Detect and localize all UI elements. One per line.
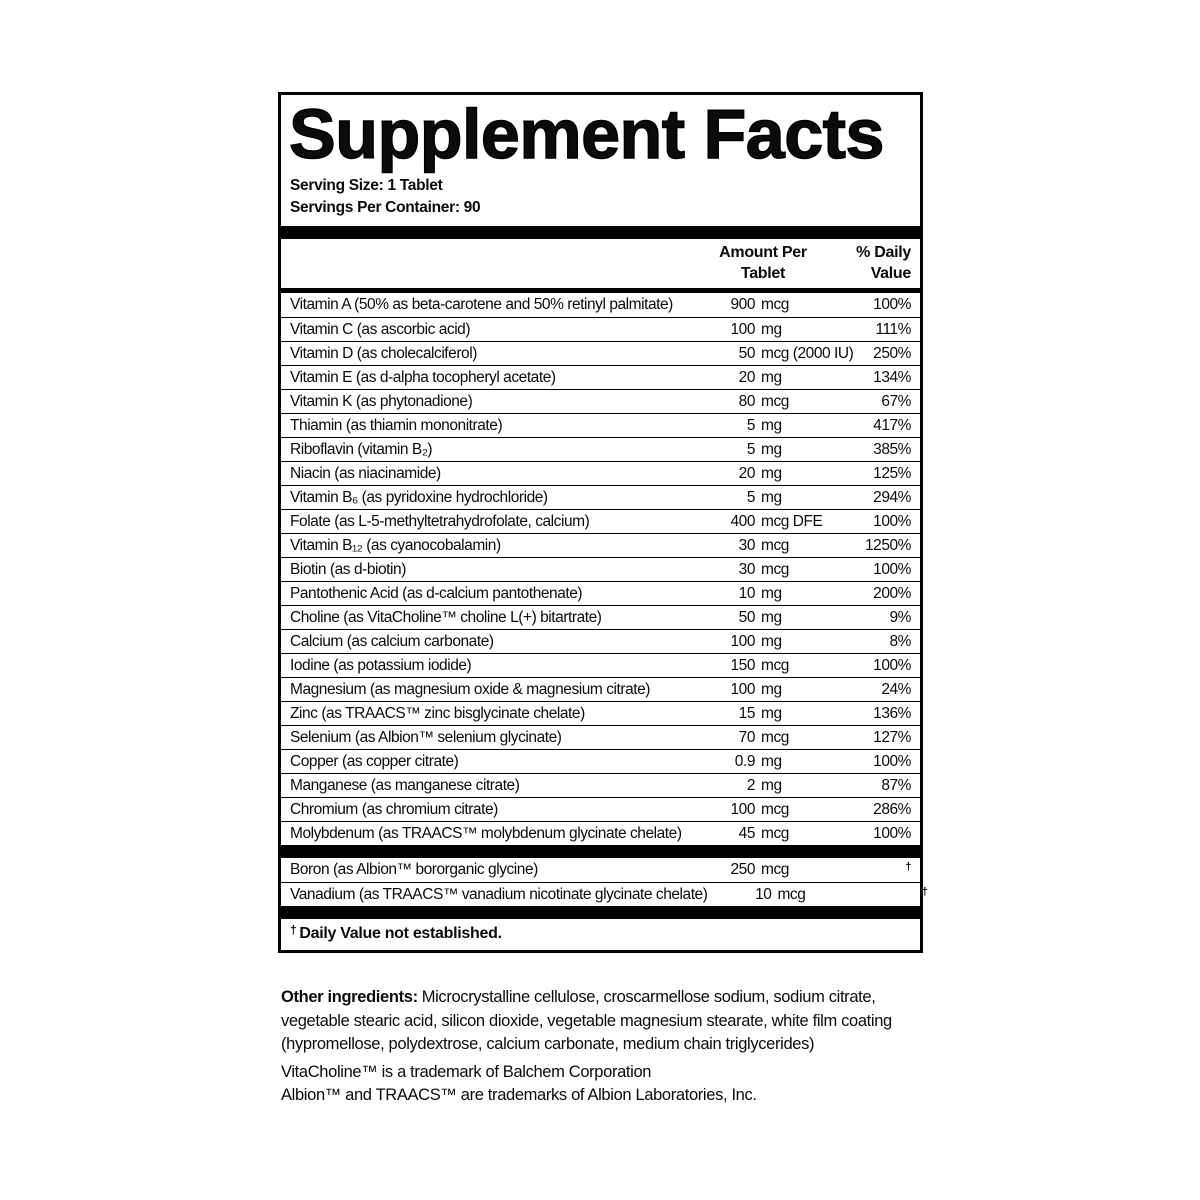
nutrient-amount-unit: mcg: [761, 560, 789, 578]
nutrient-daily-value: 100%: [873, 560, 911, 578]
nutrient-daily-value: 100%: [873, 752, 911, 770]
nutrient-daily-value: 127%: [873, 728, 911, 746]
nutrient-daily-value: 100%: [873, 656, 911, 674]
trademark-line-vitacholine: VitaCholine™ is a trademark of Balchem Corporation: [281, 1063, 652, 1081]
nutrient-name: Vitamin E (as d-alpha tocopheryl acetate): [290, 368, 556, 386]
nutrient-row: [281, 749, 920, 773]
nutrient-row: [281, 629, 920, 653]
nutrient-row: [281, 605, 920, 629]
nutrient-amount-unit: mcg: [761, 728, 789, 746]
nutrient-name: Boron (as Albion™ bororganic glycine): [290, 861, 538, 878]
nutrient-amount-value: 5: [746, 440, 755, 458]
nutrient-daily-value: 67%: [881, 392, 911, 410]
nutrient-amount-value: 250: [730, 861, 755, 878]
nutrient-name: Vitamin A (50% as beta-carotene and 50% retinyl palmitate): [290, 296, 673, 313]
nutrient-amount-unit: mcg DFE: [761, 512, 823, 530]
nutrient-name: Molybdenum (as TRAACS™ molybdenum glycinate chelate): [290, 824, 682, 842]
nutrient-amount-value: 100: [730, 680, 755, 698]
nutrient-row: [281, 365, 920, 389]
nutrient-amount-value: 5: [746, 416, 755, 434]
nutrient-row: [281, 581, 920, 605]
nutrient-daily-value: 417%: [873, 416, 911, 434]
dv-header-line2: Value: [870, 265, 911, 282]
amount-header-line2: Tablet: [740, 265, 786, 282]
nutrient-name: Pantothenic Acid (as d-calcium pantothenate): [290, 584, 583, 602]
panel-title: Supplement Facts: [289, 95, 884, 173]
nutrient-amount-unit: mcg: [761, 392, 789, 410]
other-ingredients-label: Other ingredients:: [281, 988, 418, 1006]
nutrient-amount-unit: mg: [761, 584, 782, 602]
nutrient-row: [281, 509, 920, 533]
servings-per-container: Servings Per Container: 90: [290, 199, 481, 216]
serving-info: [290, 175, 911, 219]
nutrient-name: Copper (as copper citrate): [290, 752, 459, 770]
nutrient-name: Niacin (as niacinamide): [290, 464, 441, 482]
nutrient-rows: [281, 293, 920, 845]
nutrient-name: Magnesium (as magnesium oxide & magnesium citrate): [290, 680, 650, 698]
nutrient-name: Biotin (as d-biotin): [290, 560, 406, 578]
nutrient-row: [281, 725, 920, 749]
nutrient-row: [281, 317, 920, 341]
nutrient-daily-value: 286%: [873, 800, 911, 818]
nutrient-name: Thiamin (as thiamin mononitrate): [290, 416, 503, 434]
nutrient-row: [281, 413, 920, 437]
nutrient-name: Manganese (as manganese citrate): [290, 776, 520, 794]
amount-per-tablet-header: [678, 242, 848, 284]
nutrient-daily-value: 24%: [881, 680, 911, 698]
nutrient-daily-value: 250%: [873, 344, 911, 362]
footnote: [281, 919, 920, 950]
nutrient-amount-unit: mg: [761, 416, 782, 434]
nutrient-amount-unit: mcg: [761, 861, 789, 878]
trademark-line-albion-traacs: Albion™ and TRAACS™ are trademarks of Albion Laboratories, Inc.: [281, 1086, 757, 1104]
nutrient-daily-value: 385%: [873, 440, 911, 458]
nutrient-amount-value: 100: [730, 800, 755, 818]
nutrient-amount-value: 50: [738, 344, 755, 362]
nutrient-row: [281, 389, 920, 413]
column-header-row: [281, 239, 920, 288]
nutrient-row: [281, 485, 920, 509]
nutrient-daily-value: 100%: [873, 296, 911, 313]
nutrient-row: [281, 293, 920, 317]
nutrient-name: Riboflavin (vitamin B₂): [290, 440, 433, 458]
nutrient-amount-unit: mg: [761, 632, 782, 650]
nutrient-amount-unit: mg: [761, 320, 782, 338]
nutrient-daily-value: 136%: [873, 704, 911, 722]
nutrient-amount-unit: mcg: [761, 536, 789, 554]
nutrient-amount-value: 400: [730, 512, 755, 530]
nutrient-name: Iodine (as potassium iodide): [290, 656, 472, 674]
nutrient-amount-value: 45: [738, 824, 755, 842]
nutrient-amount-value: 10: [755, 885, 772, 903]
nutrient-amount-unit: mg: [761, 608, 782, 626]
nutrient-row: [281, 533, 920, 557]
nutrient-name: Vitamin B₁₂ (as cyanocobalamin): [290, 536, 501, 554]
nutrient-name: Vanadium (as TRAACS™ vanadium nicotinate glycinate chelate): [290, 885, 708, 903]
nutrient-row: [281, 882, 928, 906]
nutrient-daily-value: 9%: [889, 608, 911, 626]
nutrient-amount-unit: mcg: [761, 296, 789, 313]
nutrient-amount-unit: mg: [761, 752, 782, 770]
nutrient-row: [281, 557, 920, 581]
amount-header-line1: Amount Per: [719, 244, 807, 261]
nutrient-amount-unit: mg: [761, 464, 782, 482]
nutrient-daily-value: 200%: [873, 584, 911, 602]
nutrient-name: Vitamin C (as ascorbic acid): [290, 320, 471, 338]
serving-size: Serving Size: 1 Tablet: [290, 177, 443, 194]
percent-daily-value-header: [848, 242, 920, 284]
nutrient-daily-value: 134%: [873, 368, 911, 386]
nutrient-daily-value: 1250%: [864, 536, 911, 554]
nutrient-row: [281, 773, 920, 797]
nutrient-amount-value: 30: [738, 536, 755, 554]
nutrient-amount-value: 100: [730, 632, 755, 650]
nutrient-amount-value: 20: [738, 368, 755, 386]
nutrient-amount-unit: mcg: [761, 656, 789, 674]
nutrient-name: Vitamin D (as cholecalciferol): [290, 344, 477, 362]
nutrient-row: [281, 437, 920, 461]
nutrient-amount-value: 150: [730, 656, 755, 674]
nutrient-daily-value: 100%: [873, 512, 911, 530]
nutrient-amount-value: 2: [746, 776, 755, 794]
nutrient-amount-value: 10: [738, 584, 755, 602]
nutrient-amount-unit: mcg: [761, 800, 789, 818]
dagger-symbol: †: [290, 923, 297, 937]
nutrient-daily-value: 125%: [873, 464, 911, 482]
nutrient-row: [281, 341, 920, 365]
nutrient-name: Vitamin K (as phytonadione): [290, 392, 473, 410]
nutrient-amount-value: 70: [738, 728, 755, 746]
nutrient-amount-value: 30: [738, 560, 755, 578]
nutrient-name: Chromium (as chromium citrate): [290, 800, 498, 818]
nutrient-row: [281, 821, 920, 845]
no-daily-value-rows: [281, 858, 928, 906]
dv-header-line1: % Daily: [856, 244, 911, 261]
nutrient-amount-value: 5: [746, 488, 755, 506]
nutrient-amount-unit: mg: [761, 440, 782, 458]
nutrient-amount-value: 0.9: [734, 752, 755, 770]
nutrient-row: [281, 653, 920, 677]
nutrient-amount-unit: mg: [761, 488, 782, 506]
nutrient-amount-unit: mg: [761, 704, 782, 722]
nutrient-row: [281, 701, 920, 725]
nutrient-amount-unit: mg: [761, 368, 782, 386]
other-ingredients-paragraph: [281, 986, 929, 1057]
nutrient-name: Zinc (as TRAACS™ zinc bisglycinate chelate): [290, 704, 585, 722]
nutrient-daily-value: 294%: [873, 488, 911, 506]
nutrient-amount-value: 900: [730, 296, 755, 313]
nutrient-daily-value: 87%: [881, 776, 911, 794]
nutrient-daily-value: †: [921, 886, 928, 898]
nutrient-amount-value: 20: [738, 464, 755, 482]
trademark-notes: [281, 1061, 929, 1107]
nutrient-amount-value: 15: [738, 704, 755, 722]
nutrient-daily-value: 100%: [873, 824, 911, 842]
nutrient-row: [281, 677, 920, 701]
nutrient-amount-unit: mg: [761, 680, 782, 698]
nutrient-name: Selenium (as Albion™ selenium glycinate): [290, 728, 562, 746]
divider-thick-top: [281, 226, 920, 239]
nutrient-amount-unit: mcg: [761, 824, 789, 842]
divider-thick-bottom: [281, 906, 920, 919]
nutrient-daily-value: †: [905, 861, 911, 873]
nutrient-amount-value: 80: [738, 392, 755, 410]
nutrient-amount-unit: mcg: [777, 885, 806, 903]
nutrient-name: Folate (as L-5-methyltetrahydrofolate, calcium): [290, 512, 590, 530]
other-ingredients-text: Microcrystalline cellulose, croscarmellose sodium, sodium citrate, vegetable stearic acid, silicon dioxide, vegetable magnesium stearate, white film coating (hypromellose, polydextrose, calcium carbonate, medium chain triglycerides): [281, 988, 892, 1053]
nutrient-name: Choline (as VitaCholine™ choline L(+) bitartrate): [290, 608, 602, 626]
supplement-facts-panel: [278, 92, 928, 953]
nutrient-amount-unit: mg: [761, 776, 782, 794]
divider-thick-middle: [281, 845, 920, 858]
nutrient-name: Vitamin B₆ (as pyridoxine hydrochloride): [290, 488, 548, 506]
nutrient-row: [281, 461, 920, 485]
nutrient-row: [281, 858, 920, 882]
nutrient-amount-value: 50: [738, 608, 755, 626]
nutrient-daily-value: 8%: [889, 632, 911, 650]
footnote-text: Daily Value not established.: [299, 925, 502, 942]
nutrient-daily-value: 111%: [875, 320, 911, 338]
nutrient-row: [281, 797, 920, 821]
nutrient-amount-unit: mcg (2000 IU): [761, 344, 854, 362]
nutrient-name: Calcium (as calcium carbonate): [290, 632, 494, 650]
nutrient-amount-value: 100: [730, 320, 755, 338]
